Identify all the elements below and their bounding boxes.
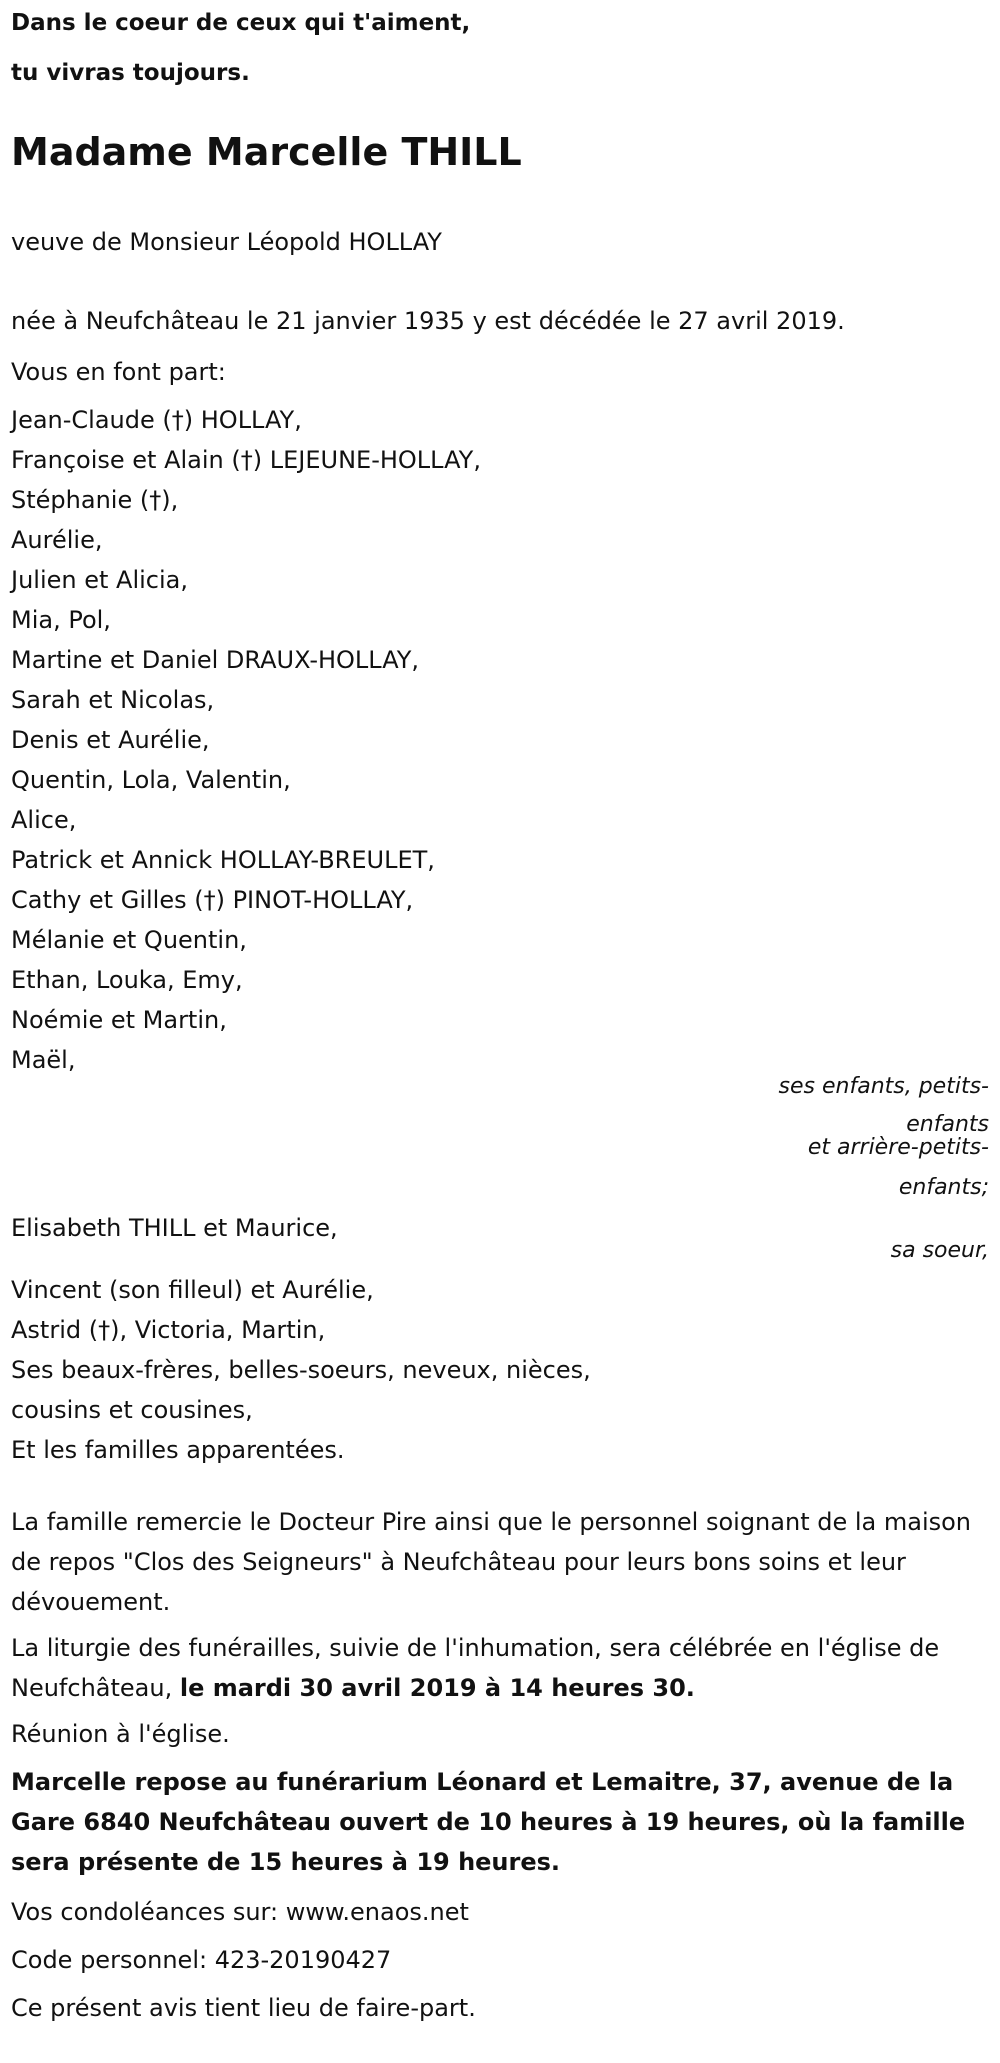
condolences-line: Vos condoléances sur: www.enaos.net (11, 1898, 469, 1926)
liturgy-date: le mardi 30 avril 2019 à 14 heures 30. (179, 1674, 695, 1702)
other-relatives-line: Vincent (son filleul) et Aurélie, (11, 1276, 374, 1304)
relation-children-line-1: ses enfants, petits- (778, 1074, 989, 1099)
page-title: Madame Marcelle THILL (11, 130, 522, 174)
family-line: Alice, (11, 806, 77, 834)
family-line: Mélanie et Quentin, (11, 926, 247, 954)
relation-children-line-2: enfants (906, 1112, 989, 1137)
thanks-paragraph: La famille remercie le Docteur Pire ainsi que le personnel soignant de la maison de repos "Clos des Seigneurs" à Neufchâteau pour leurs bons soins et leur dévouement. (11, 1508, 972, 1616)
family-line: Patrick et Annick HOLLAY-BREULET, (11, 846, 435, 874)
personal-code-line: Code personnel: 423-20190427 (11, 1946, 392, 1974)
liturgy-paragraph (11, 1628, 991, 1708)
funerarium-paragraph: Marcelle repose au funérarium Léonard et Lemaitre, 37, avenue de la Gare 6840 Neufchâteau ouvert de 10 heures à 19 heures, où la famille sera présente de 15 heures à 19 heures. (11, 1768, 966, 1876)
reunion-line: Réunion à l'église. (11, 1720, 230, 1748)
widow-of-line: veuve de Monsieur Léopold HOLLAY (11, 228, 442, 256)
family-line: Mia, Pol, (11, 606, 111, 634)
closing-line: Ce présent avis tient lieu de faire-part. (11, 1994, 476, 2022)
epigraph-line-1: Dans le coeur de ceux qui t'aiment, (11, 10, 471, 36)
family-line: Jean-Claude (†) HOLLAY, (11, 406, 302, 434)
family-line: Sarah et Nicolas, (11, 686, 215, 714)
sister-line: Elisabeth THILL et Maurice, (11, 1214, 338, 1242)
family-line: Françoise et Alain (†) LEJEUNE-HOLLAY, (11, 446, 481, 474)
family-line: Martine et Daniel DRAUX-HOLLAY, (11, 646, 420, 674)
family-line: Noémie et Martin, (11, 1006, 227, 1034)
other-relatives-line: cousins et cousines, (11, 1396, 253, 1424)
other-relatives-line: Astrid (†), Victoria, Martin, (11, 1316, 326, 1344)
family-line: Aurélie, (11, 526, 103, 554)
other-relatives-line: Et les familles apparentées. (11, 1436, 345, 1464)
liturgy-text: La liturgie des funérailles, suivie de l'inhumation, sera célébrée en l'église de Neufchâteau, (11, 1634, 940, 1702)
family-line: Stéphanie (†), (11, 486, 179, 514)
other-relatives-line: Ses beaux-frères, belles-soeurs, neveux, nièces, (11, 1356, 591, 1384)
family-line: Quentin, Lola, Valentin, (11, 766, 291, 794)
family-line: Ethan, Louka, Emy, (11, 966, 243, 994)
relation-children-line-4: enfants; (898, 1175, 989, 1200)
epigraph-line-2: tu vivras toujours. (11, 60, 250, 86)
relation-sister: sa soeur, (890, 1238, 989, 1263)
family-line: Denis et Aurélie, (11, 726, 210, 754)
intro-line: Vous en font part: (11, 358, 226, 386)
family-line: Julien et Alicia, (11, 566, 188, 594)
relation-children-line-3: et arrière-petits- (807, 1135, 989, 1160)
family-line: Maël, (11, 1046, 76, 1074)
family-line: Cathy et Gilles (†) PINOT-HOLLAY, (11, 886, 414, 914)
birth-death-line: née à Neufchâteau le 21 janvier 1935 y est décédée le 27 avril 2019. (11, 307, 845, 335)
